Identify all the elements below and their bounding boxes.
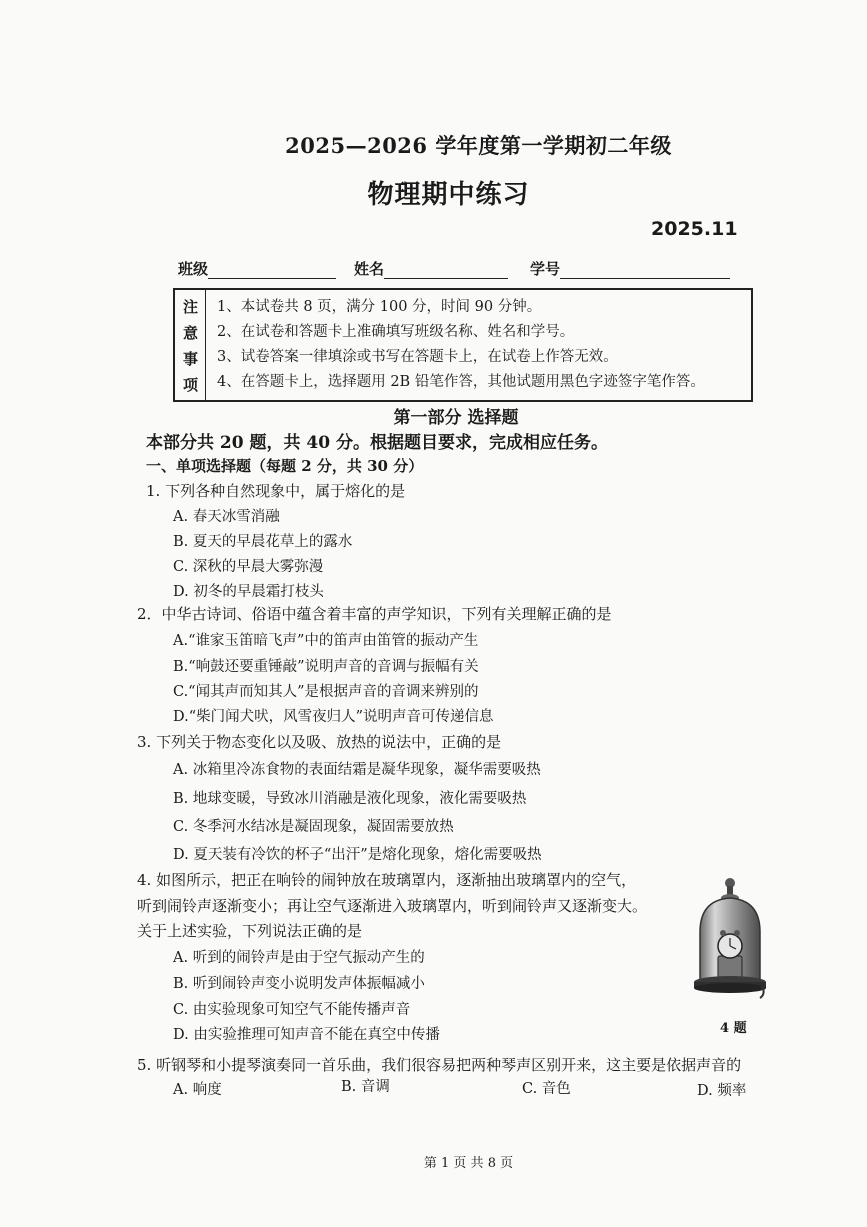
notice-item: 2、在试卷和答题卡上准确填写班级名称、姓名和学号。 xyxy=(217,324,575,340)
question-4-option-a: A. 听到的闹铃声是由于空气振动产生的 xyxy=(173,950,425,966)
notice-heading-char: 项 xyxy=(183,376,199,394)
name-blank[interactable] xyxy=(384,261,508,279)
class-field[interactable] xyxy=(178,258,336,279)
question-4-stem-line2: 听到闹铃声逐渐变小；再让空气逐渐进入玻璃罩内，听到闹铃声又逐渐变大。 xyxy=(137,897,648,915)
class-blank[interactable] xyxy=(208,261,336,279)
notice-heading xyxy=(175,290,206,400)
notice-heading-char: 事 xyxy=(183,350,199,368)
question-2-option-b: B.“响鼓还要重锤敲”说明声音的音调与振幅有关 xyxy=(173,659,479,675)
question-3-option-a: A. 冰箱里冷冻食物的表面结霜是凝华现象，凝华需要吸热 xyxy=(173,762,541,778)
question-5-option-d: D. 频率 xyxy=(697,1083,747,1099)
question-5-stem: 5. 听钢琴和小提琴演奏同一首乐曲，我们很容易把两种琴声区别开来，这主要是依据声音的 xyxy=(137,1056,742,1074)
question-2-option-c: C.“闻其声而知其人”是根据声音的音调来辨别的 xyxy=(173,684,479,700)
bell-jar-figure xyxy=(690,876,766,1004)
section1-title: 一、单项选择题（每题 2 分，共 30 分） xyxy=(146,457,424,475)
question-1-option-a: A. 春天冰雪消融 xyxy=(173,509,280,525)
question-1-stem: 1. 下列各种自然现象中，属于熔化的是 xyxy=(146,482,406,500)
question-4-stem-line1: 4. 如图所示，把正在响铃的闹钟放在玻璃罩内，逐渐抽出玻璃罩内的空气， xyxy=(137,871,637,889)
question-3-option-c: C. 冬季河水结冰是凝固现象，凝固需要放热 xyxy=(173,819,454,835)
question-4-stem-line3: 关于上述实验，下列说法正确的是 xyxy=(137,922,363,940)
notice-items xyxy=(217,295,705,395)
student-id-label: 学号 xyxy=(530,260,561,278)
name-label: 姓名 xyxy=(354,260,385,278)
question-2-option-d: D.“柴门闻犬吠，风雪夜归人”说明声音可传递信息 xyxy=(173,709,494,725)
page-footer: 第 1 页 共 8 页 xyxy=(423,1156,514,1171)
notice-heading-char: 注 xyxy=(183,298,199,316)
question-1-option-b: B. 夏天的早晨花草上的露水 xyxy=(173,534,353,550)
question-3-option-b: B. 地球变暖，导致冰川消融是液化现象，液化需要吸热 xyxy=(173,791,527,807)
question-5-option-a: A. 响度 xyxy=(173,1082,222,1098)
exam-title-line2: 物理期中练习 xyxy=(367,180,530,210)
part1-intro: 本部分共 20 题，共 40 分。根据题目要求，完成相应任务。 xyxy=(146,433,608,453)
question-2-stem: 2．中华古诗词、俗语中蕴含着丰富的声学知识，下列有关理解正确的是 xyxy=(137,605,612,623)
notice-item: 3、试卷答案一律填涂或书写在答题卡上，在试卷上作答无效。 xyxy=(217,349,618,365)
notice-item: 4、在答题卡上，选择题用 2B 铅笔作答，其他试题用黑色字迹签字笔作答。 xyxy=(217,374,705,390)
figure-caption: 4 题 xyxy=(720,1021,747,1036)
name-field[interactable] xyxy=(354,258,508,279)
question-4-option-c: C. 由实验现象可知空气不能传播声音 xyxy=(173,1002,411,1018)
notice-heading-char: 意 xyxy=(183,324,199,342)
question-3-stem: 3. 下列关于物态变化以及吸、放热的说法中，正确的是 xyxy=(137,733,502,751)
exam-title-line1: 2025—2026 学年度第一学期初二年级 xyxy=(285,133,672,158)
class-label: 班级 xyxy=(178,260,209,278)
question-5-option-c: C. 音色 xyxy=(522,1081,571,1097)
question-4-option-d: D. 由实验推理可知声音不能在真空中传播 xyxy=(173,1027,440,1043)
exam-date: 2025.11 xyxy=(651,218,738,240)
question-1-option-d: D. 初冬的早晨霜打枝头 xyxy=(173,584,324,600)
question-4-option-b: B. 听到闹铃声变小说明发声体振幅减小 xyxy=(173,976,425,992)
question-1-option-c: C. 深秋的早晨大雾弥漫 xyxy=(173,559,324,575)
student-id-blank[interactable] xyxy=(560,261,730,279)
part1-title: 第一部分 选择题 xyxy=(393,408,519,428)
notice-item: 1、本试卷共 8 页，满分 100 分，时间 90 分钟。 xyxy=(217,299,542,315)
question-5-option-b: B. 音调 xyxy=(341,1079,390,1095)
question-3-option-d: D. 夏天装有冷饮的杯子“出汗”是熔化现象，熔化需要吸热 xyxy=(173,847,542,863)
notice-box xyxy=(173,288,753,402)
bell-jar-illustration xyxy=(690,876,766,1004)
question-2-option-a: A.“谁家玉笛暗飞声”中的笛声由笛管的振动产生 xyxy=(173,633,479,649)
student-id-field[interactable] xyxy=(530,258,730,279)
